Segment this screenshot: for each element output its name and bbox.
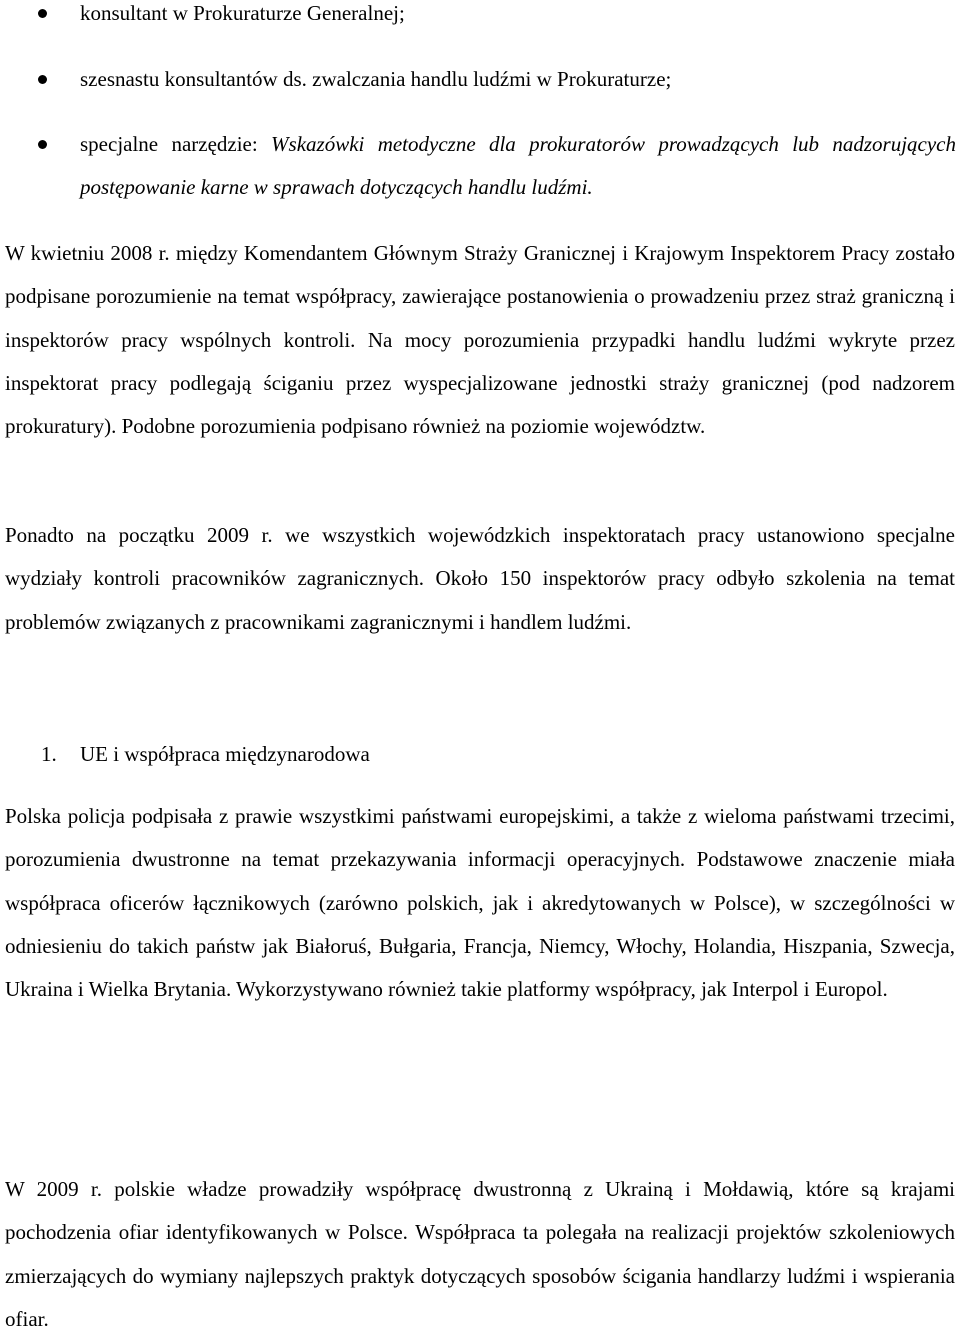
paragraph: W 2009 r. polskie władze prowadziły współpracę dwustronną z Ukrainą i Mołdawią, które są krajami pochodzenia ofiar identyfikowanych w Polsce. Współpraca ta polegała na realizacji projektów szkoleniowych zmierzających do wymiany najlepszych praktyk dotyczących sposobów ścigania handlarzy ludźmi i wspierania ofiar. <box>5 1177 955 1331</box>
bullet-text: szesnastu konsultantów ds. zwalczania handlu ludźmi w Prokuraturze; <box>80 67 672 91</box>
bullet-icon <box>38 140 47 149</box>
bullet-icon <box>38 9 47 18</box>
bullet-prefix: specjalne narzędzie: <box>80 132 272 156</box>
bullet-icon <box>38 75 47 84</box>
section-number: 1. <box>41 742 57 766</box>
bullet-italic-title: Wskazówki metodyczne dla prokuratorów prowadzących lub nadzorujących postępowanie karne w sprawach dotyczących handlu ludźmi. <box>80 132 957 199</box>
bullet-text: konsultant w Prokuraturze Generalnej; <box>80 1 405 25</box>
paragraph: W kwietniu 2008 r. między Komendantem Głównym Straży Granicznej i Krajowym Inspektorem Pracy zostało podpisane porozumienie na temat współpracy, zawierające postanowienia o prowadzeniu przez straż graniczną i inspektorów pracy wspólnych kontroli. Na mocy porozumienia przypadki handlu ludźmi wykryte przez inspektorat pracy podlegają ściganiu przez wyspecjalizowane jednostki straży granicznej (pod nadzorem prokuratury). Podobne porozumienia podpisano również na poziomie województw. <box>5 241 955 439</box>
paragraph: Polska policja podpisała z prawie wszystkimi państwami europejskimi, a także z wieloma państwami trzecimi, porozumienia dwustronne na temat przekazywania informacji operacyjnych. Podstawowe znaczenie miała współpraca oficerów łącznikowych (zarówno polskich, jak i akredytowanych w Polsce), w szczególności w odniesieniu do takich państw jak Białoruś, Bułgaria, Francja, Niemcy, Włochy, Holandia, Hiszpania, Szwecja, Ukraina i Wielka Brytania. Wykorzystywano również takie platformy współpracy, jak Interpol i Europol. <box>5 804 955 1002</box>
section-title: UE i współpraca międzynarodowa <box>80 742 370 766</box>
bullet-text <box>80 123 956 209</box>
paragraph: Ponadto na początku 2009 r. we wszystkich wojewódzkich inspektoratach pracy ustanowiono specjalne wydziały kontroli pracowników zagranicznych. Około 150 inspektorów pracy odbyło szkolenia na temat problemów związanych z pracownikami zagranicznymi i handlem ludźmi. <box>5 523 955 634</box>
